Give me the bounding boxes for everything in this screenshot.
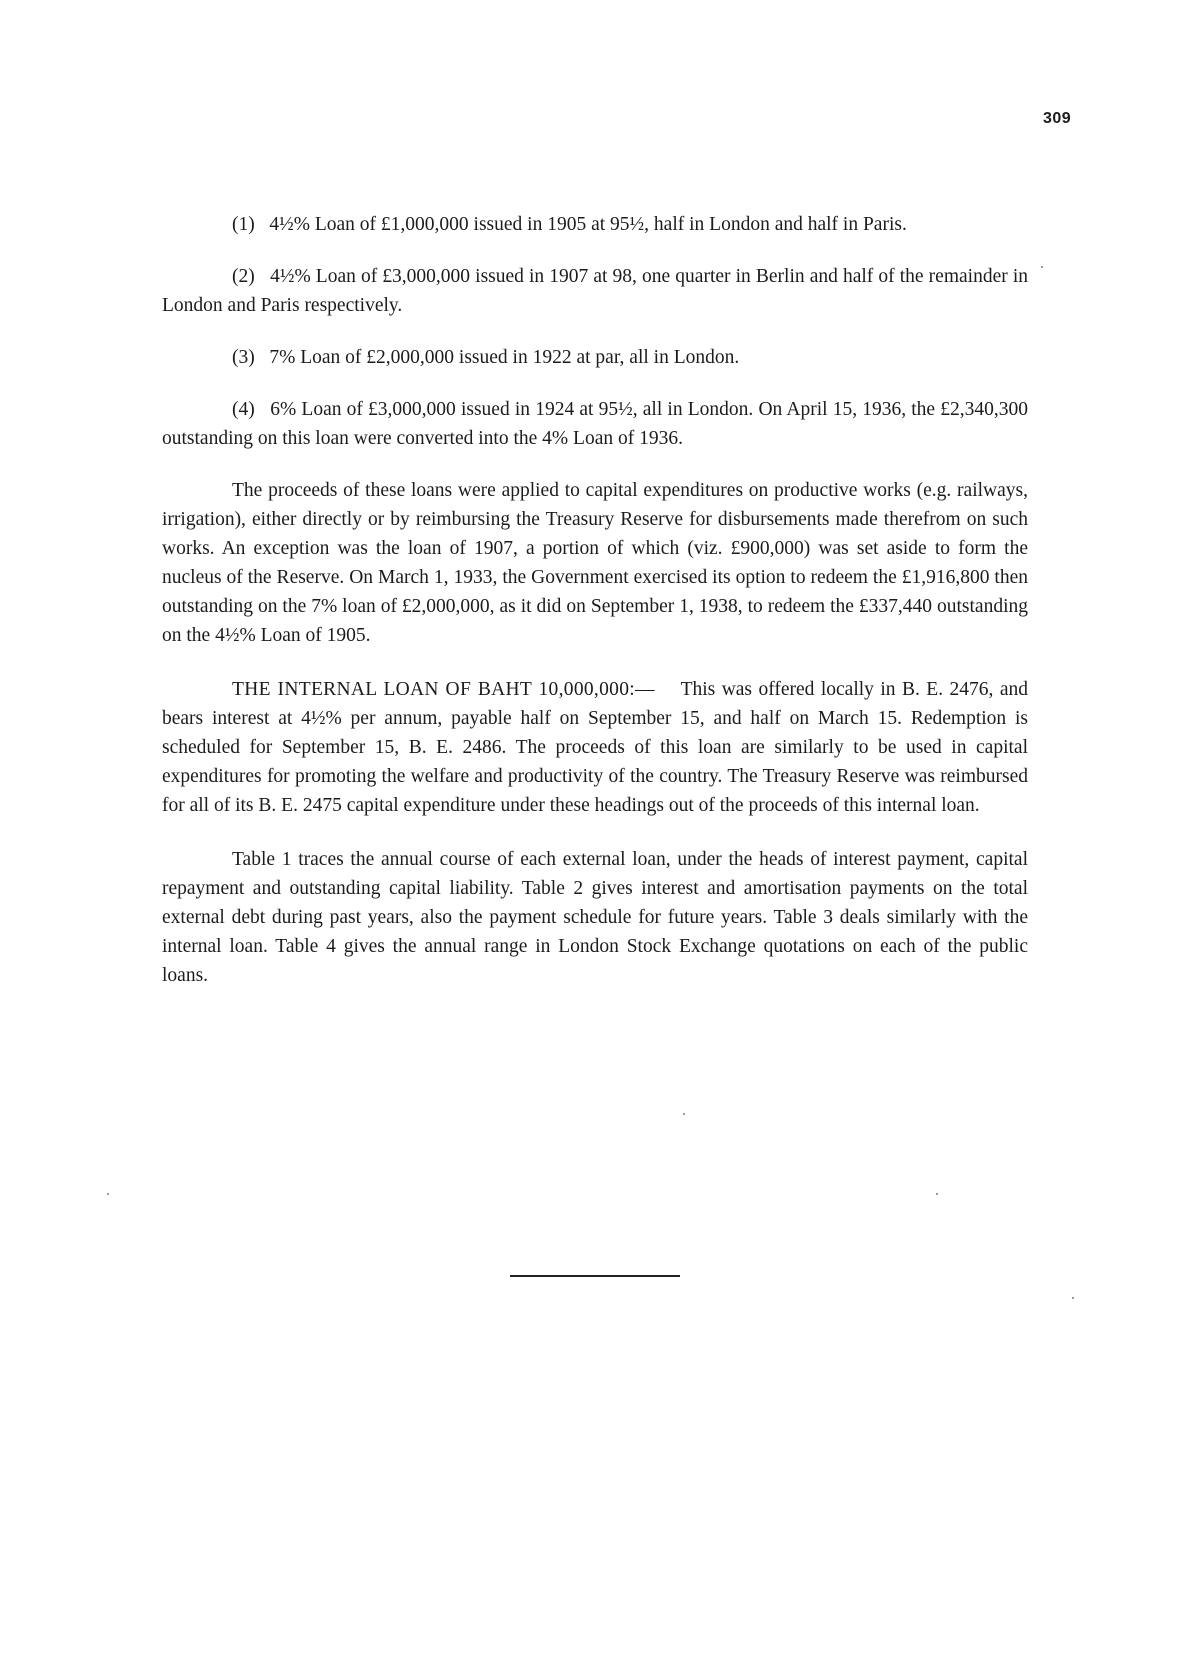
loan-text: 7% Loan of £2,000,000 issued in 1922 at par, all in London. xyxy=(269,347,740,368)
loan-item-4 xyxy=(162,395,1028,453)
loan-text: 4½% Loan of £1,000,000 issued in 1905 at 95½, half in London and half in Paris. xyxy=(269,214,907,235)
scan-speck xyxy=(936,1193,938,1195)
scan-speck xyxy=(683,1113,685,1115)
scan-speck xyxy=(1041,266,1043,268)
loan-marker: (1) xyxy=(232,214,255,235)
loan-marker: (3) xyxy=(232,347,255,368)
internal-loan-heading: THE INTERNAL LOAN OF BAHT 10,000,000:— xyxy=(232,679,655,700)
loan-marker: (4) xyxy=(232,399,255,420)
loan-item-1 xyxy=(162,210,1028,239)
end-rule xyxy=(510,1275,680,1277)
loan-text: 6% Loan of £3,000,000 issued in 1924 at 95½, all in London. On April 15, 1936, the £2,340,300 outstanding on this loan were converted into the 4% Loan of 1936. xyxy=(162,399,1029,449)
loan-marker: (2) xyxy=(232,266,255,287)
loan-text: 4½% Loan of £3,000,000 issued in 1907 at 98, one quarter in Berlin and half of the remainder in London and Paris respectively. xyxy=(162,266,1028,316)
tables-paragraph: Table 1 traces the annual course of each external loan, under the heads of interest payment, capital repayment and outstanding capital liability. Table 2 gives interest and amortisation payments on the total external debt during past years, also the payment schedule for future years. Table 3 deals similarly with the internal loan. Table 4 gives the annual range in London Stock Exchange quotations on each of the public loans. xyxy=(162,849,1028,986)
scan-speck xyxy=(107,1193,109,1195)
loan-item-3 xyxy=(162,343,1028,372)
proceeds-paragraph: The proceeds of these loans were applied to capital expenditures on productive works (e.g. railways, irrigation), either directly or by reimbursing the Treasury Reserve for disbursements made therefrom on such works. An exception was the loan of 1907, a portion of which (viz. £900,000) was set aside to form the nucleus of the Reserve. On March 1, 1933, the Government exercised its option to redeem the £1,916,800 then outstanding on the 7% loan of £2,000,000, as it did on September 1, 1938, to redeem the £337,440 outstanding on the 4½% Loan of 1905. xyxy=(162,480,1028,646)
page-number: 309 xyxy=(1043,110,1072,127)
internal-loan-text: This was offered locally in B. E. 2476, and bears interest at 4½% per annum, payable half on September 15, and half on March 15. Redemption is scheduled for September 15, B. E. 2486. The proceeds of this loan are similarly to be used in capital expenditures for promoting the welfare and productivity of the country. The Treasury Reserve was reimbursed for all of its B. E. 2475 capital expenditure under these headings out of the proceeds of this internal loan. xyxy=(162,679,1029,816)
page-body xyxy=(162,210,1028,1015)
internal-loan-paragraph xyxy=(162,675,1028,820)
scan-speck xyxy=(1072,1297,1074,1299)
loan-item-2 xyxy=(162,262,1028,320)
